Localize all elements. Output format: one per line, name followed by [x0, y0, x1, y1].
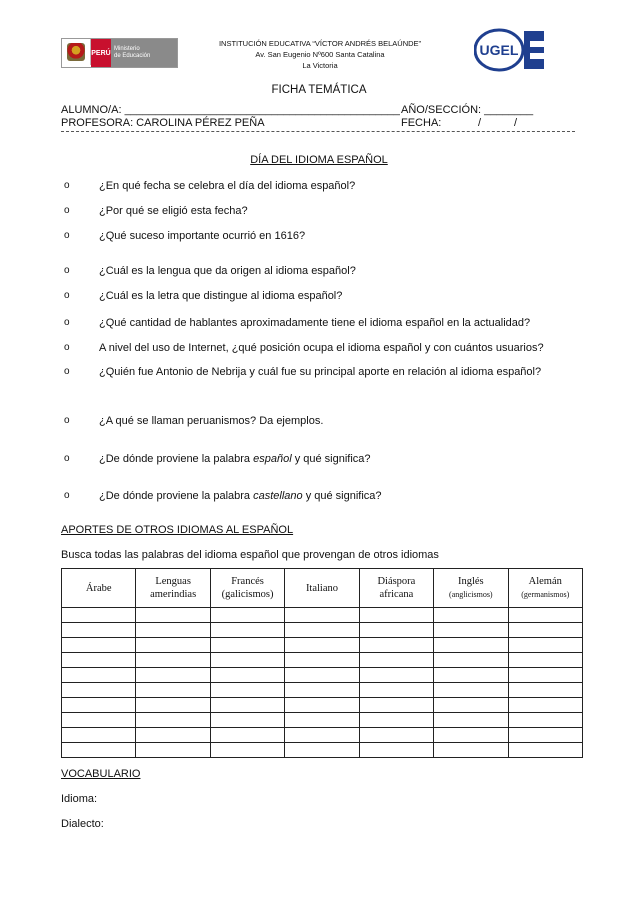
anio-seccion-field-label: AÑO/SECCIÓN: ________: [401, 104, 534, 116]
table-cell[interactable]: [62, 713, 136, 728]
table-row: [62, 698, 583, 713]
institution-name: INSTITUCIÓN EDUCATIVA “VÍCTOR ANDRÉS BELAÚNDE”: [218, 39, 422, 48]
question-text: ¿Qué suceso importante ocurrió en 1616?: [99, 230, 306, 242]
table-cell[interactable]: [508, 623, 582, 638]
fecha-separator: /: [478, 117, 482, 129]
question-text: A nivel del uso de Internet, ¿qué posición ocupa el idioma español y con cuántos usuarios?: [99, 342, 544, 354]
institution-address: Av. San Eugenio Nº600 Santa Catalina: [255, 50, 385, 59]
institution-header: [200, 38, 440, 71]
table-row: [62, 608, 583, 623]
table-cell[interactable]: [434, 698, 508, 713]
table-cell[interactable]: [136, 653, 210, 668]
section-subtitle: DÍA DEL IDIOMA ESPAÑOL: [250, 154, 388, 166]
table-cell[interactable]: [508, 683, 582, 698]
bullet-icon: o: [64, 453, 70, 464]
table-cell[interactable]: [285, 743, 359, 758]
table-cell[interactable]: [285, 683, 359, 698]
table-cell[interactable]: [62, 608, 136, 623]
table-cell[interactable]: [508, 698, 582, 713]
fecha-separator: /: [514, 117, 518, 129]
table-cell[interactable]: [210, 638, 284, 653]
column-header-amerindias: Lenguas amerindias: [136, 569, 210, 608]
table-cell[interactable]: [210, 653, 284, 668]
table-cell[interactable]: [136, 743, 210, 758]
emphasized-word: castellano: [253, 490, 303, 502]
table-cell[interactable]: [210, 683, 284, 698]
table-cell[interactable]: [359, 698, 433, 713]
bullet-icon: o: [64, 415, 70, 426]
bullet-icon: o: [64, 366, 70, 377]
table-cell[interactable]: [285, 713, 359, 728]
institution-district: La Victoria: [302, 61, 338, 70]
table-cell[interactable]: [434, 713, 508, 728]
table-cell[interactable]: [359, 608, 433, 623]
table-cell[interactable]: [62, 728, 136, 743]
table-cell[interactable]: [136, 728, 210, 743]
table-cell[interactable]: [210, 668, 284, 683]
table-cell[interactable]: [359, 728, 433, 743]
bullet-icon: o: [64, 342, 70, 353]
table-cell[interactable]: [359, 623, 433, 638]
table-cell[interactable]: [434, 683, 508, 698]
table-cell[interactable]: [285, 668, 359, 683]
peru-coat-of-arms-icon: [62, 39, 91, 65]
column-header-diaspora: Diáspora africana: [359, 569, 433, 608]
languages-table: [61, 568, 583, 758]
question-text: ¿En qué fecha se celebra el día del idioma español?: [99, 180, 356, 192]
table-cell[interactable]: [210, 608, 284, 623]
bullet-icon: o: [64, 230, 70, 241]
table-cell[interactable]: [359, 653, 433, 668]
table-cell[interactable]: [62, 668, 136, 683]
bullet-icon: o: [64, 180, 70, 191]
column-header-italiano: Italiano: [285, 569, 359, 608]
table-row: [62, 638, 583, 653]
table-cell[interactable]: [136, 608, 210, 623]
table-row: [62, 728, 583, 743]
table-cell[interactable]: [359, 743, 433, 758]
table-cell[interactable]: [285, 728, 359, 743]
table-cell[interactable]: [285, 698, 359, 713]
table-cell[interactable]: [359, 668, 433, 683]
aportes-instruction: Busca todas las palabras del idioma español que provengan de otros idiomas: [61, 549, 439, 561]
table-header-row: [62, 569, 583, 608]
table-cell[interactable]: [210, 713, 284, 728]
bullet-icon: o: [64, 490, 70, 501]
table-cell[interactable]: [285, 623, 359, 638]
vocabulario-title: VOCABULARIO: [61, 768, 141, 780]
question-text: ¿Cuál es la letra que distingue al idioma español?: [99, 290, 343, 302]
profesora-label: PROFESORA: CAROLINA PÉREZ PEÑA: [61, 117, 265, 129]
table-cell[interactable]: [210, 728, 284, 743]
ugel-logo-text: UGEL: [479, 42, 519, 58]
dialecto-label: Dialecto:: [61, 818, 104, 830]
alumno-field-label: ALUMNO/A: _____________________________________________: [61, 104, 400, 116]
table-row: [62, 713, 583, 728]
table-cell[interactable]: [434, 668, 508, 683]
table-cell[interactable]: [62, 623, 136, 638]
column-header-aleman: Alemán (germanismos): [508, 569, 582, 608]
table-cell[interactable]: [62, 698, 136, 713]
question-text: ¿De dónde proviene la palabra español y qué significa?: [99, 453, 371, 465]
table-cell[interactable]: [434, 728, 508, 743]
table-cell[interactable]: [434, 653, 508, 668]
dashed-divider: [61, 131, 575, 132]
table-row: [62, 623, 583, 638]
table-cell[interactable]: [508, 668, 582, 683]
table-cell[interactable]: [434, 743, 508, 758]
table-cell[interactable]: [359, 683, 433, 698]
aportes-title: APORTES DE OTROS IDIOMAS AL ESPAÑOL: [61, 524, 294, 536]
table-cell[interactable]: [434, 638, 508, 653]
page-title: FICHA TEMÁTICA: [271, 84, 367, 96]
table-cell[interactable]: [434, 623, 508, 638]
emphasized-word: español: [253, 453, 292, 465]
table-cell[interactable]: [508, 728, 582, 743]
bullet-icon: o: [64, 265, 70, 276]
question-text: ¿De dónde proviene la palabra castellano y qué significa?: [99, 490, 382, 502]
question-text: ¿Por qué se eligió esta fecha?: [99, 205, 248, 217]
ugel-logo: [474, 28, 546, 72]
table-cell[interactable]: [434, 608, 508, 623]
ministry-logo: [61, 38, 178, 68]
column-header-ingles: Inglés (anglicismos): [434, 569, 508, 608]
question-text: ¿Quién fue Antonio de Nebrija y cuál fue su principal aporte en relación al idioma español?: [99, 366, 542, 378]
table-row: [62, 743, 583, 758]
table-cell[interactable]: [62, 743, 136, 758]
table-row: [62, 653, 583, 668]
table-cell[interactable]: [210, 743, 284, 758]
question-text: ¿A qué se llaman peruanismos? Da ejemplos.: [99, 415, 324, 427]
table-cell[interactable]: [136, 698, 210, 713]
column-header-arabe: Árabe: [62, 569, 136, 608]
question-text: ¿Qué cantidad de hablantes aproximadamente tiene el idioma español en la actualidad?: [99, 317, 531, 329]
bullet-icon: o: [64, 205, 70, 216]
table-cell[interactable]: [62, 653, 136, 668]
question-text: ¿Cuál es la lengua que da origen al idioma español?: [99, 265, 356, 277]
table-cell[interactable]: [136, 683, 210, 698]
table-cell[interactable]: [285, 653, 359, 668]
table-cell[interactable]: [136, 713, 210, 728]
table-row: [62, 683, 583, 698]
table-cell[interactable]: [359, 638, 433, 653]
table-cell[interactable]: [508, 653, 582, 668]
table-cell[interactable]: [62, 638, 136, 653]
table-cell[interactable]: [210, 698, 284, 713]
table-cell[interactable]: [285, 638, 359, 653]
table-cell[interactable]: [359, 713, 433, 728]
logo-ministry-text: Ministerio de Educación: [111, 39, 177, 67]
column-header-frances: Francés (galicismos): [210, 569, 284, 608]
table-cell[interactable]: [210, 623, 284, 638]
table-cell[interactable]: [508, 743, 582, 758]
table-cell[interactable]: [508, 713, 582, 728]
idioma-label: Idioma:: [61, 793, 98, 805]
bullet-icon: o: [64, 317, 70, 328]
logo-brand: PERÚ: [91, 39, 111, 67]
table-cell[interactable]: [508, 638, 582, 653]
fecha-label: FECHA:: [401, 117, 442, 129]
table-cell[interactable]: [136, 623, 210, 638]
table-cell[interactable]: [136, 638, 210, 653]
table-cell[interactable]: [62, 683, 136, 698]
table-row: [62, 668, 583, 683]
bullet-icon: o: [64, 290, 70, 301]
table-cell[interactable]: [136, 668, 210, 683]
table-cell[interactable]: [285, 608, 359, 623]
table-cell[interactable]: [508, 608, 582, 623]
